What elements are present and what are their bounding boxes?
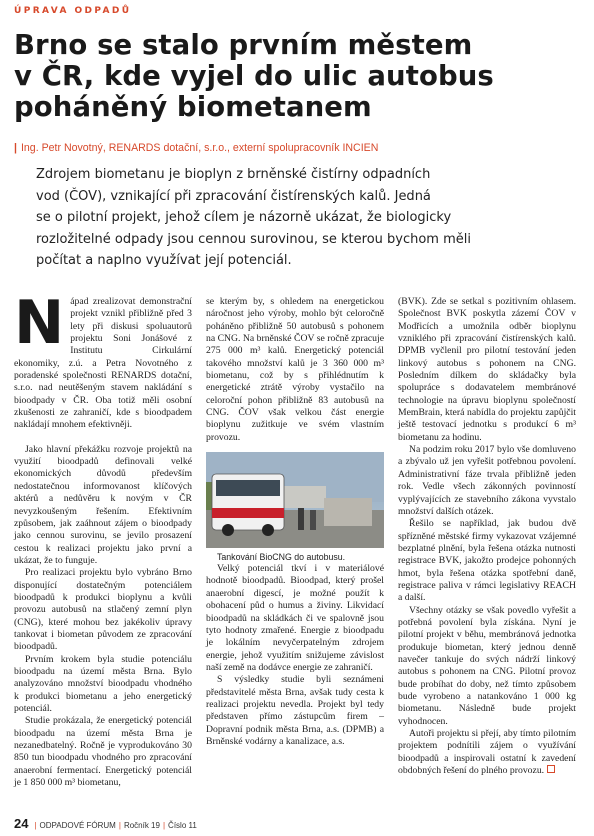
article-title xyxy=(14,30,584,123)
lead-line: rozložitelné odpady jsou cennou surovinou, se kterou bychom měli xyxy=(36,231,471,247)
page-footer xyxy=(14,816,197,831)
body-paragraph: Pro realizaci projektu bylo vybráno Brno disponující dostatečným potenciálem bioodpadů k produkci bioplynu a kvůli provozu autobusů na stlačený zemní plyn (CNG), které mohou bez jakékoliv úpravy tankovat i biometan původem ze zpracování bioodpadů. xyxy=(14,567,192,653)
body-paragraph: (BVK). Zde se setkal s pozitivním ohlasem. Společnost BVK poskytla zázemí ČOV v Modřicích a umožnila odběr bioplynu vzniklého při zpracování čistírenských kalů. DPMB vyčlenil pro pilotní testování jeden linkový autobus s pohonem na CNG. Posledním dílkem do skládačky byla spolupráce s dodavatelem membránové technologie na úpravu bioplynu společností MemBrain, která nabídla do projektu zapůjčit ještě testovací jednotku s produkcí 6 m³ biometanu za hodinu. xyxy=(398,296,576,443)
issue: Číslo 11 xyxy=(168,821,197,830)
footer-separator: | xyxy=(34,821,37,830)
title-line: poháněný biometanem xyxy=(14,91,372,123)
paragraph-text: ápad zrealizovat demonstrační projekt vznikl přibližně před 3 lety při diskusi spoluautorů projektu Soni Jonášové z Institutu Cirkulární ekonomiky, z.ú. a Petra Novotného z poradenské společnosti RENARDS dotační, s.r.o. nad neutěšeným stavem nakládání s bioodpady v ČR. Oba totiž měli osobní zkušenosti ze zahraničí, kde s bioodpadem nakládají mnohem efektivněji. xyxy=(14,296,192,431)
paragraph-text: Autoři projektu si přejí, aby tímto pilotním projektem podnítili zájem o využívání bioodpadů a inspirovali ostatní k zavedení obdobných řešení do plného provozu. xyxy=(398,728,576,777)
body-paragraph xyxy=(398,728,576,777)
body-paragraph xyxy=(14,288,192,432)
body-paragraph: Jako hlavní překážku rozvoje projektů na využití bioodpadů definovali velké ekonomických důvodů především nedostatečnou informovanost klíčových aktérů a nedůvěru k novým v ČR nevyzkoušeným řešením. Efektivním způsobem, jak zaáhnout zájem o bioodpady jako cennou surovinu, se jevilo prosazení cestou k realizaci projektu jako první a ukázat, že to funguje. xyxy=(14,443,192,566)
lead-line: počítat a naplno využívat její potenciál. xyxy=(36,253,292,268)
photo-bus-stripe xyxy=(212,508,284,518)
page-number: 24 xyxy=(14,816,29,831)
body-paragraph: Prvním krokem byla studie potenciálu bioodpadu na území města Brna. Bylo analyzováno množství bioodpadu vhodného k produkci biometanu a jeho energetický potenciál. xyxy=(14,653,192,714)
footer-separator: | xyxy=(162,821,166,830)
end-of-article-icon xyxy=(547,765,555,773)
byline-text: Ing. Petr Novotný, RENARDS dotační, s.r.o., externí spolupracovník INCIEN xyxy=(20,142,379,154)
byline xyxy=(14,142,584,154)
lead-line: se o pilotní projekt, jehož cílem je názorně ukázat, že biologicky xyxy=(36,210,452,225)
photo-bus-wheel xyxy=(262,524,274,536)
body-paragraph: S výsledky studie byli seznámeni představitelé města Brna, avšak tudy cesta k realizaci projektu nevedla. Projekt byl tedy představen přímo zástupcům firem – Dopravní podnik města Brna, a.s. (DPMB) a Brněnské vodárny a kanalizace, a.s. xyxy=(206,674,384,747)
column-2 xyxy=(206,296,384,748)
lead-line: Zdrojem biometanu je bioplyn z brněnské čistírny odpadních xyxy=(36,167,431,182)
body-paragraph: se kterým by, s ohledem na energetickou náročnost jeho výroby, mohlo být celoročně poháněno přibližně 50 autobusů s pohonem na CNG. Na brněnské ČOV se ročně zpracuje 275 000 m³ kalů. Energetický potenciál takového množství kalů je 3 360 000 m³ biometanu, což by s přihlédnutím k energetické ztrátě výroby vystačilo na celoroční pohon přibližně 83 autobusů na CNG. ČOV však velkou část energie bioplynu zužitkuje ve svém vlastním provozu. xyxy=(206,296,384,443)
column-3 xyxy=(398,296,576,777)
photo-bus-wheel xyxy=(222,524,234,536)
volume: Ročník 19 xyxy=(123,821,160,830)
body-paragraph: Studie prokázala, že energetický potenciál bioodpadu na území města Brna je nezanedbatelný. Ročně je vyprodukováno 30 850 tun bioodpadu vhodného pro zpracování anaerobní fermentací. Energetický potenciál je 1 850 000 m³ biometanu, xyxy=(14,715,192,789)
body-paragraph: Na podzim roku 2017 bylo vše domluveno a zbývalo už jen vyřešit potřebnou povolení. Administrativní fáze trvala přibližně jeden rok. Vedle všech zákonných povinností vyplývajících ze stavebního zákona vyvstalo množství dalších otázek. xyxy=(398,444,576,517)
title-line: Brno se stalo prvním městem xyxy=(14,29,473,61)
photo-bus-window xyxy=(216,480,280,496)
byline-bar: | xyxy=(14,142,17,154)
photo-container xyxy=(324,498,372,526)
body-paragraph: Řešilo se například, jak budou dvě spřízněné městské firmy vykazovat vzájemné bezplatné plnění, byla řešena otázka nutnosti registrace BVK, jakožto prodejce pohonných hmot, byla řešena otázka spotřební daně, registrace paliva v rámci legislativy REACH a další. xyxy=(398,518,576,604)
footer-separator: | xyxy=(118,821,121,830)
body-paragraph: Všechny otázky se však povedlo vyřešit a potřebná povolení byla získána. Nyní je pilotní projekt v běhu, membránová jednotka produkuje biometan, který jednou denně navečer tankuje do svých nádrží linkový autobus s pohonem na CNG. Pilotní provoz bude probíhat do doby, než tímto způsobem bude vyrobeno a natankováno 1 000 kg biometanu. Následně bude projekt vyhodnocen. xyxy=(398,604,576,727)
photo-person xyxy=(298,508,304,530)
photo-person xyxy=(310,510,316,530)
title-line: v ČR, kde vyjel do ulic autobus xyxy=(14,60,494,92)
photo-caption: Tankování BioCNG do autobusu. xyxy=(217,552,346,563)
bus-refueling-photo xyxy=(206,452,384,548)
drop-cap: N xyxy=(14,288,65,358)
magazine-name: ODPADOVÉ FÓRUM xyxy=(39,821,116,830)
lead-paragraph xyxy=(36,164,576,272)
section-label: ÚPRAVA ODPADŮ xyxy=(14,6,132,16)
lead-line: vod (ČOV), vznikající při zpracování čistírenských kalů. Jedná xyxy=(36,188,431,204)
body-paragraph: Velký potenciál tkví i v materiálové hodnotě bioodpadů. Bioodpad, který prošel anaerobní digescí, je možné použít k obohacení půd o humus a živiny. Likvidací bioodpadů na skládkách či ve spalovně jsou tyto hodnoty zmařené. Energie z bioodpadu je lokálním nevyčerpatelným zdrojem energie, jehož využitím snižujeme závislost naší země na dodávce energie ze zahraničí. xyxy=(206,563,384,673)
column-1 xyxy=(14,288,192,789)
